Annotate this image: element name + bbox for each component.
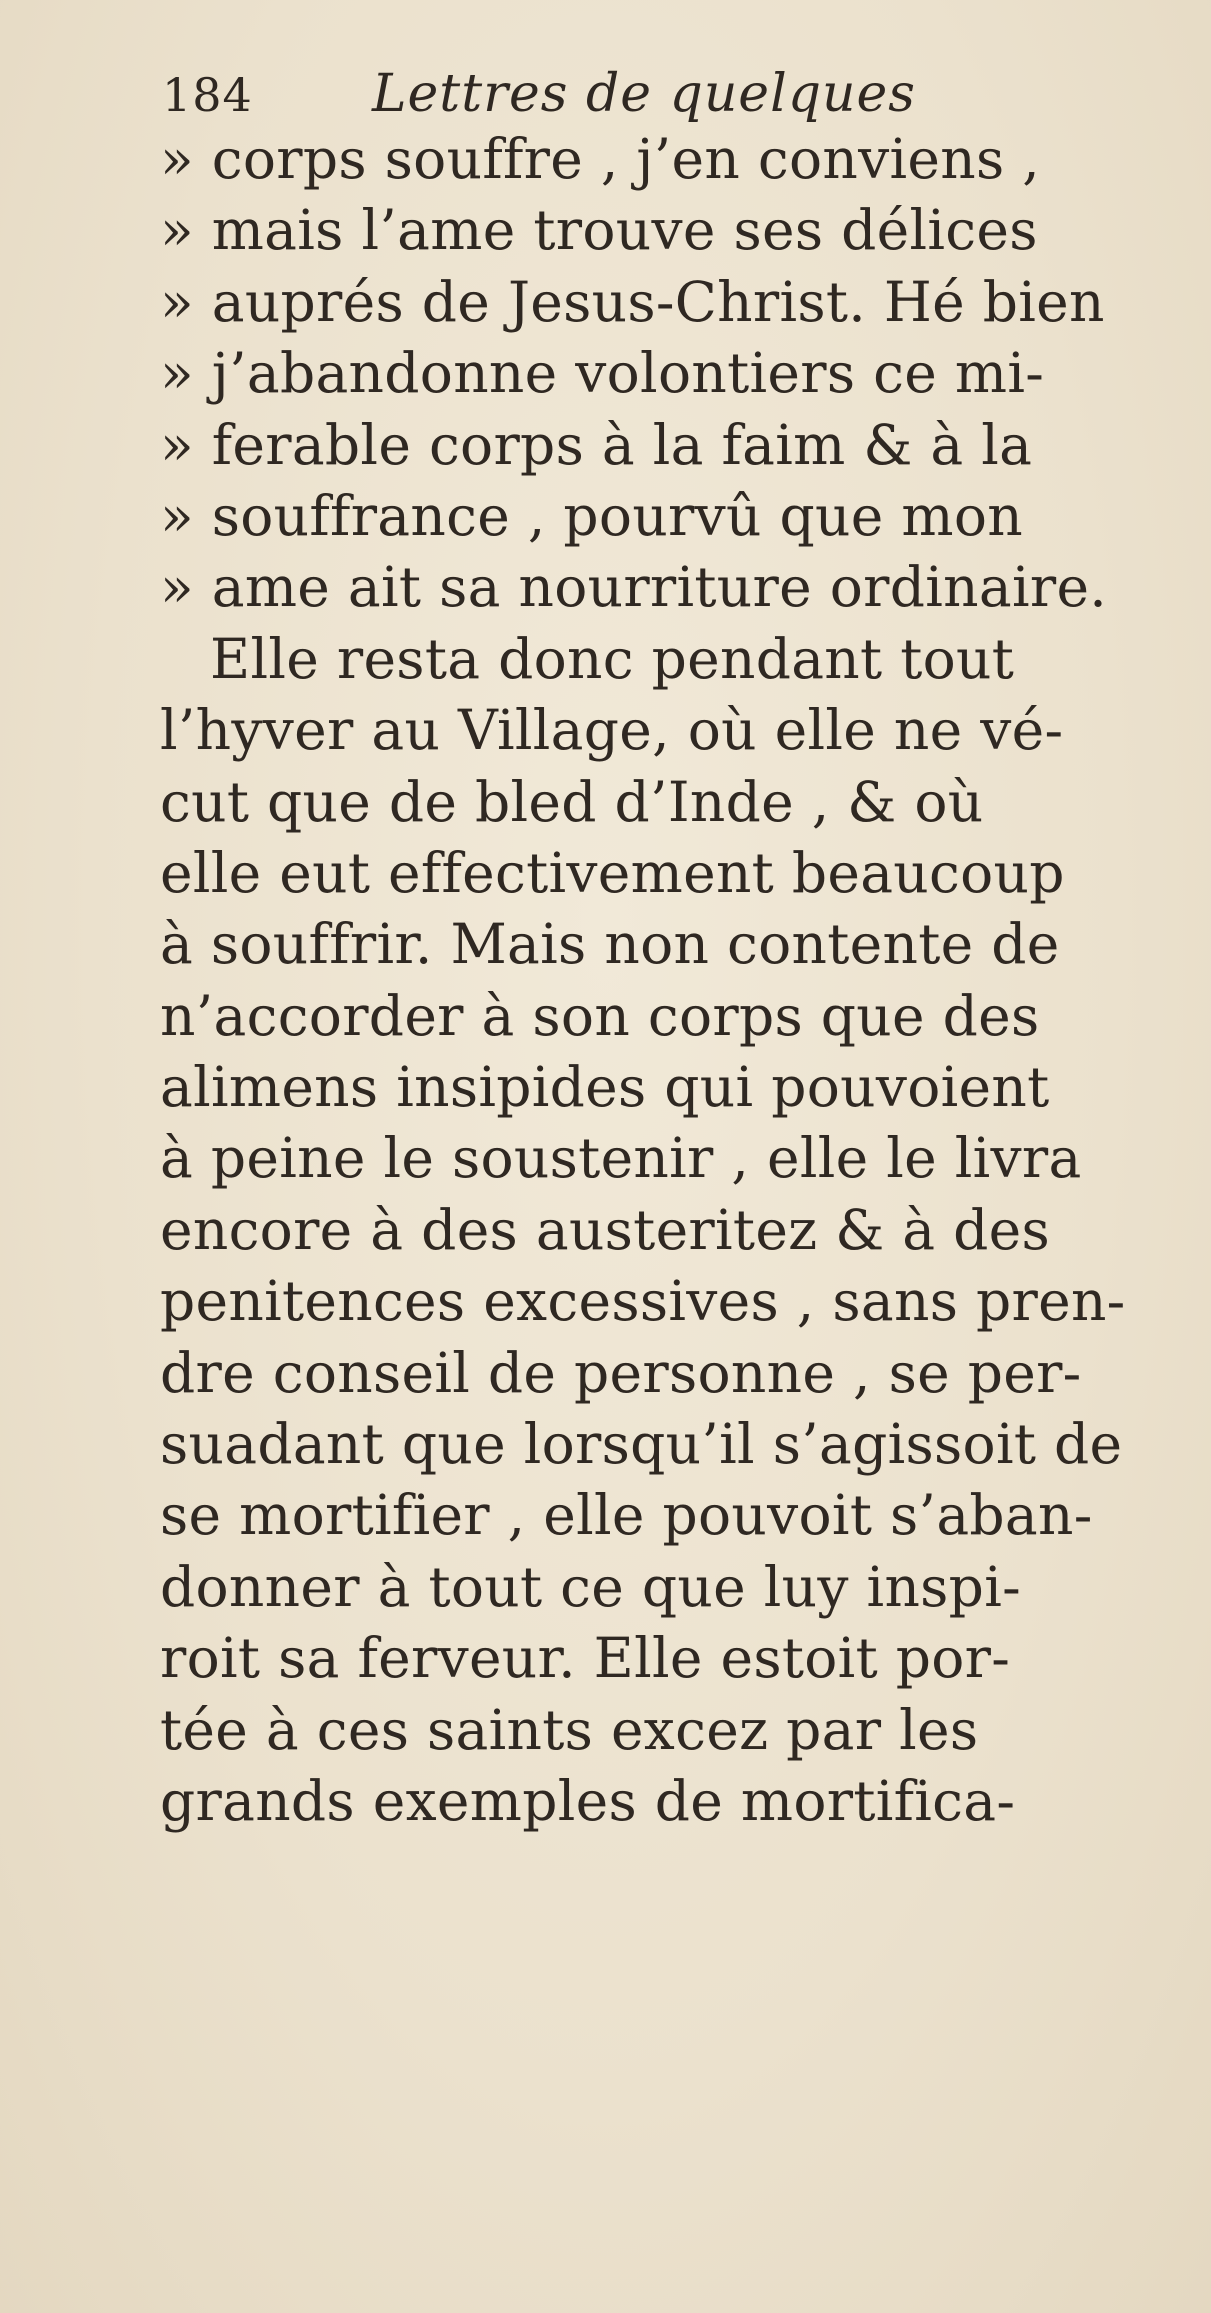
text-line: n’accorder à son corps que des (160, 983, 1040, 1048)
text-line: elle eut effectivement beaucoup (160, 840, 1065, 905)
text-line: » j’abandonne volontiers ce mi- (160, 341, 1045, 406)
running-title: Lettres de quelques (372, 64, 916, 124)
text-line: à souffrir. Mais non contente de (160, 912, 1060, 977)
text-line: penitences excessives , sans pren- (160, 1269, 1126, 1334)
text-line: cut que de bled d’Inde , & où (160, 769, 984, 834)
text-line: » ame ait sa nourriture ordinaire. (160, 555, 1108, 620)
text-line: » auprés de Jesus-Christ. Hé bien (160, 269, 1105, 334)
text-line: dre conseil de personne , se per- (160, 1340, 1082, 1405)
text-line: » mais l’ame trouve ses délices (160, 198, 1038, 263)
text-line: suadant que lorsqu’il s’agissoit de (160, 1412, 1123, 1477)
body-text (160, 124, 1126, 1837)
text-line: » souffrance , pourvû que mon (160, 483, 1023, 548)
text-line: » ferable corps à la faim & à la (160, 412, 1033, 477)
text-line: à peine le soustenir , elle le livra (160, 1126, 1082, 1191)
text-line: l’hyver au Village, où elle ne vé- (160, 698, 1064, 763)
text-line: tée à ces saints excez par les (160, 1697, 979, 1762)
text-line: alimens insipides qui pouvoient (160, 1055, 1050, 1120)
text-line: roit sa ferveur. Elle estoit por- (160, 1626, 1011, 1691)
text-line: grands exemples de mortifica- (160, 1768, 1016, 1833)
text-line: donner à tout ce que luy inspi- (160, 1554, 1021, 1619)
page-number: 184 (162, 68, 253, 122)
text-line: se mortifier , elle pouvoit s’aban- (160, 1483, 1093, 1548)
text-line: » corps souffre , j’en conviens , (160, 127, 1041, 191)
paragraph-start-line: Elle resta donc pendant tout (210, 626, 1015, 691)
text-line: encore à des austeritez & à des (160, 1197, 1051, 1262)
